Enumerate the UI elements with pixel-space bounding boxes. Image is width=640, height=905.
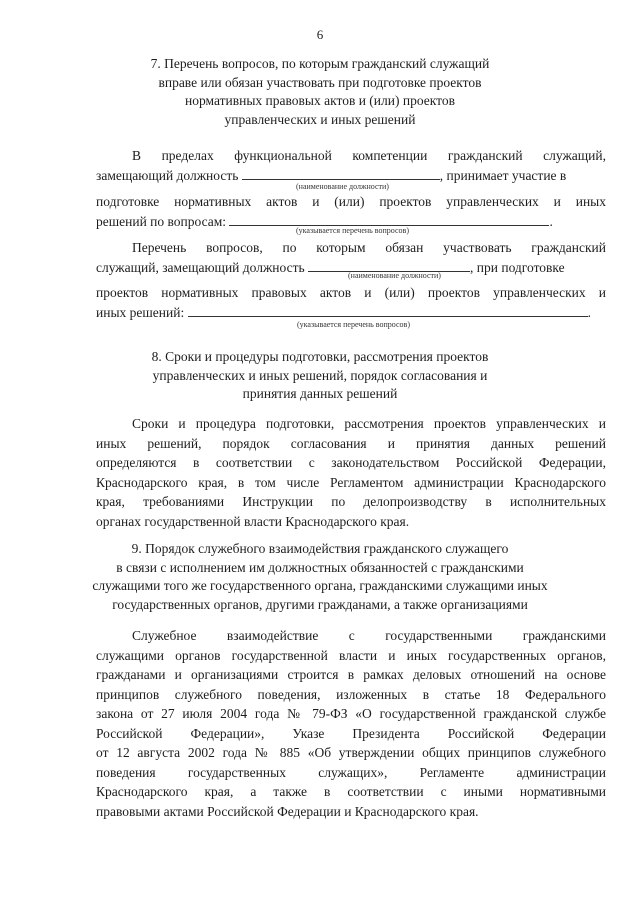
hint-caption: (наименование должности) [296, 182, 389, 191]
text-line: Служебное взаимодействие с государственными гражданскими [132, 628, 606, 643]
section-7-paragraph-1 [96, 146, 606, 185]
text-line: правовыми актами Российской Федерации и Краснодарского края. [96, 803, 479, 819]
text-fragment: , принимает участие в [439, 167, 567, 183]
text-line: от 12 августа 2002 года № 885 «Об утверждении общих принципов служебного [96, 745, 606, 760]
text-line: гражданами и организациями строится в рамках деловых отношений на основе [96, 667, 606, 682]
text-fragment: замещающий должность [96, 167, 239, 183]
section-8-paragraph [96, 414, 606, 531]
hint-caption: (наименование должности) [348, 271, 441, 280]
heading-line: государственных органов, другими гражданами, а также организациями [112, 596, 528, 612]
blank-line [242, 167, 440, 180]
section-9-heading [80, 540, 560, 614]
text-line: поведения государственных служащих», Регламенте администрации [96, 764, 606, 780]
section-9-paragraph [96, 626, 606, 821]
text-line: принципов служебного поведения, изложенных в статье 18 Федерального [96, 686, 606, 702]
text-line: В пределах функциональной компетенции гражданский служащий, [132, 148, 606, 163]
text-line: проектов нормативных правовых актов и (или) проектов управленческих и [96, 285, 606, 300]
text-fragment: , при подготовке [470, 259, 565, 275]
heading-line: 8. Сроки и процедуры подготовки, рассмотрения проектов [151, 349, 489, 364]
text-line: Краснодарского края, в том числе Регламентом администрации Краснодарского [96, 474, 606, 490]
heading-line: в связи с исполнением им должностных обязанностей с гражданскими [116, 559, 524, 575]
text-line: Краснодарского края, а также в соответствии с иными нормативными [96, 784, 606, 799]
page-number: 6 [316, 27, 324, 42]
heading-line: служащими того же государственного органа, гражданскими служащими иных [92, 578, 548, 593]
text-line: закона от 27 июля 2004 года № 79-ФЗ «О государственной гражданской службе [96, 706, 606, 721]
heading-line: 9. Порядок служебного взаимодействия гражданского служащего [131, 541, 509, 556]
heading-line: управленческих и иных решений [224, 111, 416, 127]
section-8-heading [90, 348, 550, 404]
heading-line: 7. Перечень вопросов, по которым гражданский служащий [150, 56, 490, 71]
text-line: подготовке нормативных актов и (или) проектов управленческих и иных [96, 194, 606, 209]
heading-line: вправе или обязан участвовать при подготовке проектов [158, 74, 482, 90]
text-line: Российской Федерации», Указе Президента Российской Федерации [96, 725, 606, 741]
text-fragment: служащий, замещающий должность [96, 259, 305, 275]
text-fragment: . [549, 213, 553, 229]
heading-line: управленческих и иных решений, порядок согласования и [152, 367, 488, 383]
text-line: Перечень вопросов, по которым обязан участвовать гражданский [132, 240, 606, 255]
text-fragment: . [587, 304, 591, 320]
text-line: края, требованиями Инструкции по делопроизводству в исполнительных [96, 494, 606, 509]
blank-line [188, 304, 588, 317]
text-line: Сроки и процедура подготовки, рассмотрения проектов управленческих и [132, 416, 606, 431]
text-line: служащими органов государственной власти и иных государственных органов, [96, 647, 606, 663]
hint-caption: (указывается перечень вопросов) [297, 320, 410, 329]
text-fragment: иных решений: [96, 304, 185, 320]
heading-line: нормативных правовых актов и (или) проектов [185, 93, 455, 108]
text-line: иных решений, порядок согласования и принятия данных решений [96, 435, 606, 451]
section-7-heading [90, 55, 550, 129]
blank-line [308, 259, 470, 272]
section-7-paragraph-2-cont [96, 283, 606, 322]
text-line: определяются в соответствии с законодательством Российской Федерации, [96, 455, 606, 470]
text-line: органах государственной власти Краснодарского края. [96, 513, 410, 529]
hint-caption: (указывается перечень вопросов) [296, 226, 409, 235]
text-fragment: решений по вопросам: [96, 213, 227, 229]
heading-line: принятия данных решений [242, 386, 398, 401]
blank-line [229, 213, 549, 226]
